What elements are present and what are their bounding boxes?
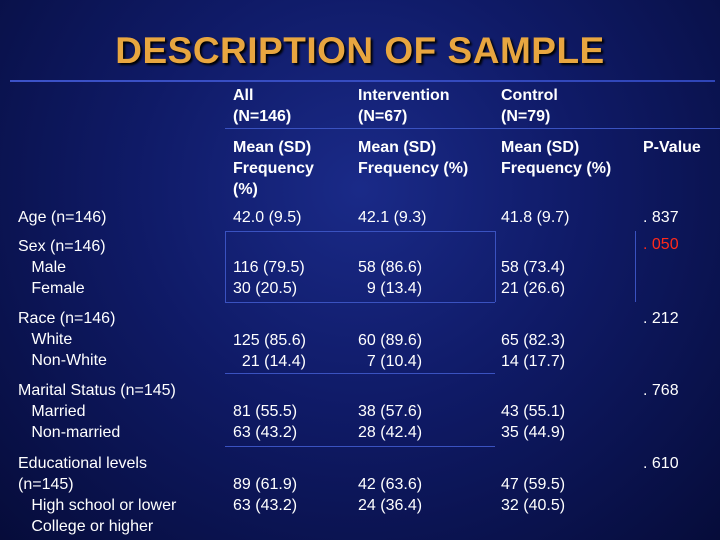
header-all: All (N=146) [233, 87, 292, 125]
row-label: Marital Status (n=145) Married Non-married [18, 382, 176, 441]
table-border-line [225, 446, 495, 447]
table-border-line [635, 231, 636, 302]
header-control: Control (N=79) [501, 87, 558, 125]
row-pvalue: . 768 [643, 382, 679, 399]
row-pvalue-significant: . 050 [643, 236, 679, 253]
row-intervention-value: 42 (63.6) 24 (36.4) [358, 476, 423, 514]
subheader-intervention: Mean (SD) Frequency (%) [358, 139, 469, 177]
subheader-pvalue: P-Value [643, 139, 701, 156]
header-intervention: Intervention (N=67) [358, 87, 450, 125]
row-all-value: 89 (61.9) 63 (43.2) [233, 476, 298, 514]
table-border-line [225, 302, 495, 303]
row-pvalue: . 837 [643, 209, 679, 226]
table-border-line [225, 373, 495, 374]
row-intervention-value: 60 (89.6) 7 (10.4) [358, 332, 423, 370]
subheader-control: Mean (SD) Frequency (%) [501, 139, 612, 177]
row-all-value: 125 (85.6) 21 (14.4) [233, 332, 306, 370]
row-intervention-value: 58 (86.6) 9 (13.4) [358, 259, 423, 297]
row-control-value: 41.8 (9.7) [501, 209, 570, 226]
row-intervention-value: 42.1 (9.3) [358, 209, 427, 226]
row-pvalue: . 610 [643, 455, 679, 472]
row-all-value: 81 (55.5) 63 (43.2) [233, 403, 298, 441]
table-border-line [225, 128, 720, 129]
row-pvalue: . 212 [643, 310, 679, 327]
row-label: Sex (n=146) Male Female [18, 238, 106, 297]
row-intervention-value: 38 (57.6) 28 (42.4) [358, 403, 423, 441]
row-control-value: 65 (82.3) 14 (17.7) [501, 332, 566, 370]
table-border-line [495, 231, 496, 302]
row-label: Age (n=146) [18, 209, 107, 226]
row-all-value: 116 (79.5) 30 (20.5) [233, 259, 305, 297]
table-border-line [225, 231, 226, 302]
row-control-value: 58 (73.4) 21 (26.6) [501, 259, 566, 297]
page-title: DESCRIPTION OF SAMPLE [115, 30, 605, 71]
table-border-line [225, 231, 495, 232]
row-label: Race (n=146) White Non-White [18, 310, 116, 369]
row-control-value: 47 (59.5) 32 (40.5) [501, 476, 566, 514]
row-control-value: 43 (55.1) 35 (44.9) [501, 403, 566, 441]
row-all-value: 42.0 (9.5) [233, 209, 302, 226]
title-divider [10, 80, 715, 82]
subheader-all: Mean (SD) Frequency (%) [233, 139, 314, 198]
row-label: Educational levels (n=145) High school or lower College or higher [18, 455, 177, 535]
